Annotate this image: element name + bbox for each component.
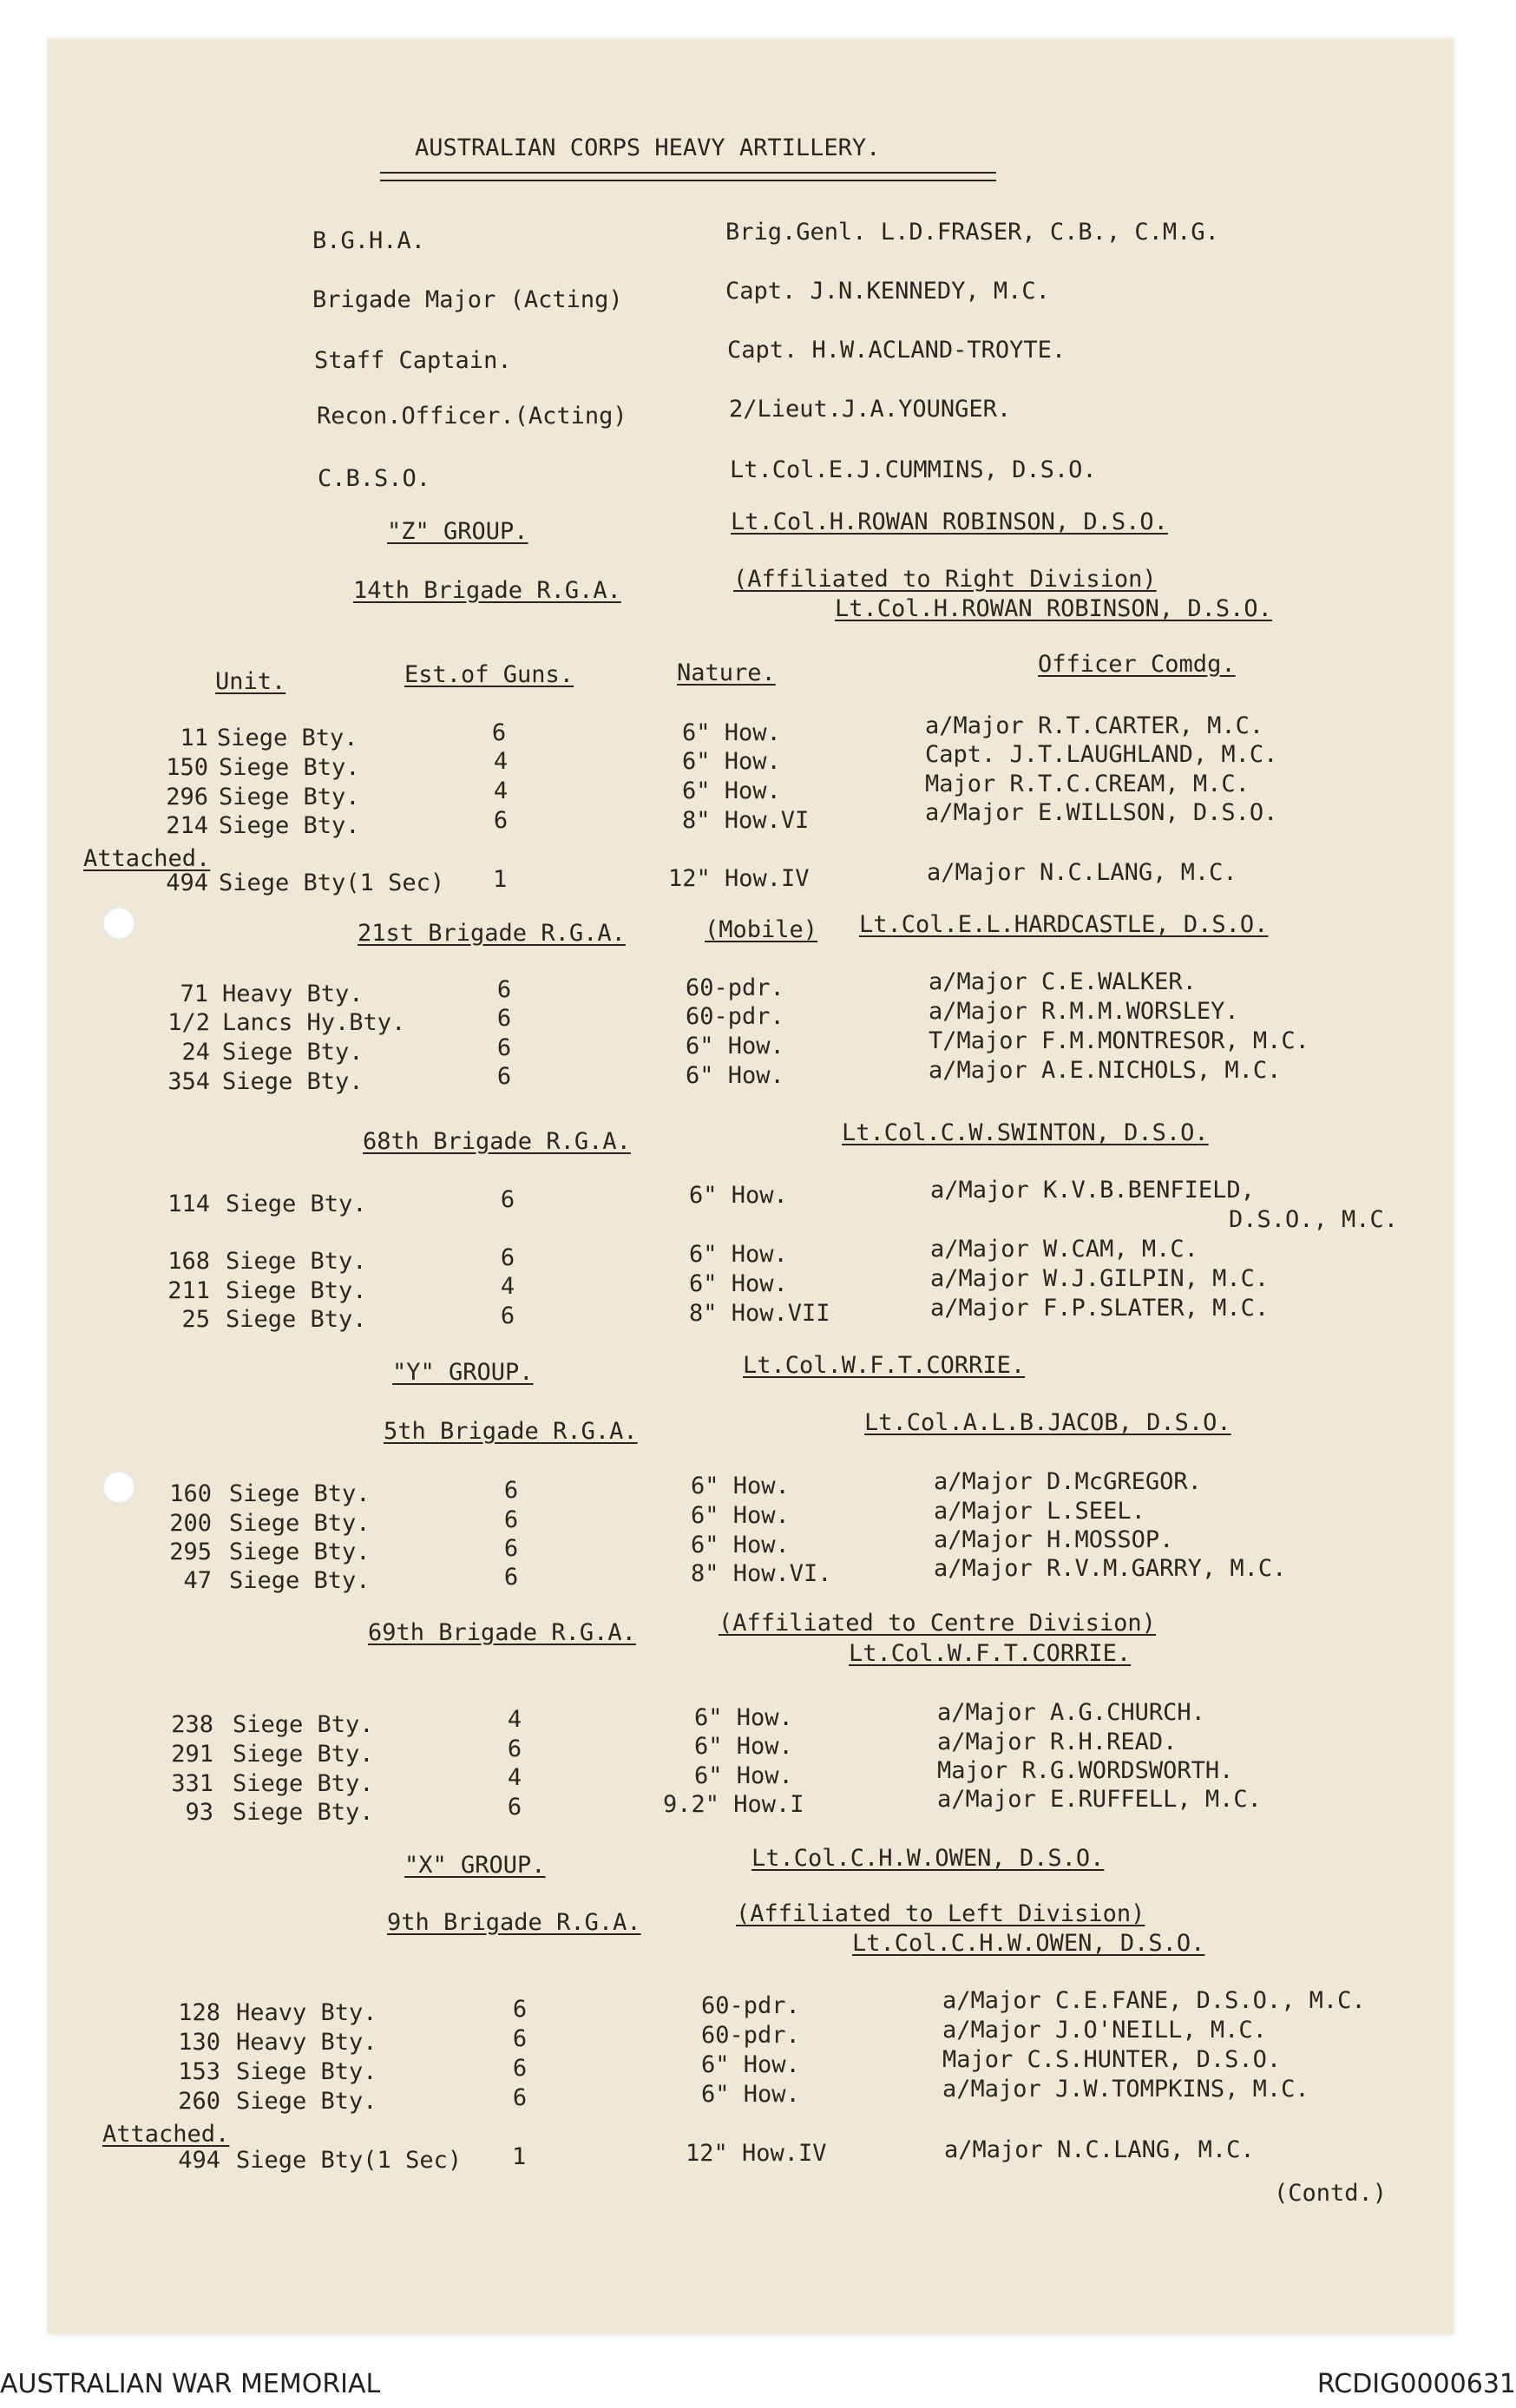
b14-row2-officer: Capt. J.T.LAUGHLAND, M.C. [925, 741, 1278, 768]
b69-row2-num: 291 [171, 1741, 213, 1768]
b9-row3-guns: 6 [512, 2055, 528, 2082]
b69-row4-num: 93 [185, 1799, 213, 1826]
b21-row2-officer: a/Major R.M.M.WORSLEY. [929, 998, 1239, 1025]
b21-row2-nature: 60-pdr. [686, 1003, 784, 1030]
b68-row2-nature: 6" How. [689, 1241, 788, 1268]
b14-row2-num: 150 [166, 754, 208, 781]
b5-row2-officer: a/Major L.SEEL. [934, 1498, 1145, 1525]
b5-row2-nature: 6" How. [691, 1502, 790, 1529]
b14-row4-type: Siege Bty. [219, 812, 360, 839]
b14-row4-guns: 6 [493, 807, 509, 834]
staff-post-recon-officer: Recon.Officer.(Acting) [317, 403, 627, 430]
b5-row1-type: Siege Bty. [229, 1480, 371, 1507]
b69-row1-num: 238 [171, 1711, 213, 1738]
b69-row3-num: 331 [171, 1770, 213, 1797]
b14-attached-type: Siege Bty(1 Sec) [219, 869, 445, 896]
b21-row2-num: 1/2 [167, 1009, 210, 1036]
b14-attached-guns: 1 [493, 866, 508, 893]
b9-row2-type: Heavy Bty. [236, 2029, 377, 2056]
b5-row3-officer: a/Major H.MOSSOP. [934, 1526, 1174, 1553]
b69-row4-nature: 9.2" How.I [663, 1791, 804, 1818]
b69-row1-type: Siege Bty. [233, 1711, 374, 1738]
b14-row4-officer: a/Major E.WILLSON, D.S.O. [925, 799, 1278, 826]
b68-name: 68th Brigade R.G.A. [363, 1128, 631, 1155]
b68-row1-officer-cont: D.S.O., M.C. [1229, 1206, 1399, 1233]
b14-row3-officer: Major R.T.C.CREAM, M.C. [925, 771, 1250, 797]
staff-name-brigade-major: Capt. J.N.KENNEDY, M.C. [725, 278, 1050, 305]
b14-attached-num: 494 [166, 869, 208, 896]
b68-row1-nature: 6" How. [689, 1182, 788, 1209]
b5-row4-nature: 8" How.VI. [691, 1560, 832, 1587]
b21-row4-guns: 6 [496, 1063, 512, 1090]
b69-row1-guns: 4 [507, 1706, 522, 1733]
b69-row2-guns: 6 [507, 1735, 522, 1762]
b21-row1-nature: 60-pdr. [686, 974, 784, 1001]
staff-name-recon-officer: 2/Lieut.J.A.YOUNGER. [729, 396, 1012, 423]
b9-row1-nature: 60-pdr. [701, 1992, 800, 2019]
b68-row3-guns: 4 [500, 1273, 515, 1300]
b68-row4-nature: 8" How.VII [689, 1300, 830, 1327]
b69-row2-officer: a/Major R.H.READ. [937, 1729, 1178, 1755]
b14-row4-nature: 8" How.VI [682, 807, 810, 834]
header-officer: Officer Comdg. [1038, 651, 1236, 678]
b9-row1-num: 128 [178, 1999, 220, 2026]
b9-row4-officer: a/Major J.W.TOMPKINS, M.C. [942, 2076, 1309, 2103]
b68-row1-num: 114 [167, 1191, 210, 1217]
x-group-commander: Lt.Col.C.H.W.OWEN, D.S.O. [751, 1845, 1105, 1872]
b9-row2-nature: 60-pdr. [701, 2022, 800, 2049]
b9-row1-officer: a/Major C.E.FANE, D.S.O., M.C. [942, 1987, 1366, 2014]
b9-attached-label: Attached. [102, 2121, 230, 2148]
b21-row3-nature: 6" How. [686, 1033, 784, 1060]
b9-attached-officer: a/Major N.C.LANG, M.C. [944, 2136, 1255, 2163]
b5-commander: Lt.Col.A.L.B.JACOB, D.S.O. [864, 1409, 1231, 1436]
archive-footer [0, 2359, 1516, 2408]
staff-post-bgha: B.G.H.A. [312, 227, 426, 254]
b68-row2-type: Siege Bty. [226, 1248, 367, 1275]
b69-row4-officer: a/Major E.RUFFELL, M.C. [937, 1786, 1262, 1813]
b14-attached-label: Attached. [83, 845, 211, 872]
b21-row3-type: Siege Bty. [222, 1039, 364, 1066]
b68-row4-num: 25 [181, 1306, 210, 1333]
b5-row1-nature: 6" How. [691, 1473, 790, 1499]
b5-row4-num: 47 [183, 1567, 212, 1594]
b9-row1-type: Heavy Bty. [236, 1999, 377, 2026]
b14-row2-nature: 6" How. [682, 748, 781, 775]
staff-post-brigade-major: Brigade Major (Acting) [312, 286, 623, 313]
b14-row3-type: Siege Bty. [219, 784, 360, 810]
y-group-label: "Y" GROUP. [392, 1359, 534, 1386]
b68-row4-type: Siege Bty. [226, 1306, 367, 1333]
b14-row2-type: Siege Bty. [219, 754, 360, 781]
footer-left-label: AUSTRALIAN WAR MEMORIAL [0, 2369, 381, 2399]
b69-row3-nature: 6" How. [694, 1762, 793, 1789]
b21-row3-num: 24 [181, 1039, 210, 1066]
b5-row3-num: 295 [169, 1539, 212, 1565]
b69-row3-type: Siege Bty. [233, 1770, 374, 1797]
b9-row2-guns: 6 [512, 2025, 528, 2052]
b69-name: 69th Brigade R.G.A. [368, 1619, 636, 1646]
b5-row1-officer: a/Major D.McGREGOR. [934, 1468, 1202, 1495]
b14-row3-num: 296 [166, 784, 208, 810]
b68-row1-guns: 6 [500, 1186, 515, 1213]
b14-name: 14th Brigade R.G.A. [353, 577, 621, 604]
b9-row3-nature: 6" How. [701, 2051, 800, 2078]
staff-name-bgha: Brig.Genl. L.D.FRASER, C.B., C.M.G. [725, 219, 1219, 246]
b69-row1-officer: a/Major A.G.CHURCH. [937, 1699, 1205, 1726]
b14-row3-guns: 4 [493, 778, 509, 804]
b9-attached-type: Siege Bty(1 Sec) [236, 2147, 463, 2174]
b68-row2-guns: 6 [500, 1244, 515, 1271]
b68-row1-officer: a/Major K.V.B.BENFIELD, [930, 1177, 1255, 1204]
b21-row1-officer: a/Major C.E.WALKER. [929, 968, 1197, 995]
b5-row1-guns: 6 [503, 1477, 519, 1504]
b68-row3-officer: a/Major W.J.GILPIN, M.C. [930, 1265, 1270, 1292]
b14-row2-guns: 4 [493, 748, 509, 775]
b68-row3-nature: 6" How. [689, 1270, 788, 1297]
b9-attached-num: 494 [178, 2147, 220, 2174]
b68-row4-guns: 6 [500, 1302, 515, 1329]
b69-row3-officer: Major R.G.WORDSWORTH. [937, 1757, 1234, 1784]
b5-row2-num: 200 [169, 1510, 212, 1537]
staff-name-staff-captain: Capt. H.W.ACLAND-TROYTE. [727, 337, 1066, 364]
b9-row4-type: Siege Bty. [236, 2088, 377, 2115]
b5-row3-guns: 6 [503, 1535, 519, 1562]
b69-row4-type: Siege Bty. [233, 1799, 374, 1826]
b21-row4-nature: 6" How. [686, 1062, 784, 1089]
b9-affiliation: (Affiliated to Left Division) [736, 1900, 1145, 1927]
x-group-label: "X" GROUP. [404, 1852, 546, 1879]
punch-hole-top [102, 907, 135, 940]
document-title: AUSTRALIAN CORPS HEAVY ARTILLERY. [415, 135, 881, 161]
header-unit: Unit. [215, 668, 286, 695]
b5-row3-nature: 6" How. [691, 1532, 790, 1558]
b68-row2-num: 168 [167, 1248, 210, 1275]
b68-commander: Lt.Col.C.W.SWINTON, D.S.O. [842, 1119, 1209, 1146]
b9-row2-officer: a/Major J.O'NEILL, M.C. [942, 2017, 1267, 2044]
b21-row3-officer: T/Major F.M.MONTRESOR, M.C. [929, 1027, 1309, 1054]
title-double-rule [380, 172, 996, 181]
b9-row3-num: 153 [178, 2058, 220, 2085]
b5-name: 5th Brigade R.G.A. [384, 1418, 638, 1445]
b5-row2-type: Siege Bty. [229, 1510, 371, 1537]
staff-post-cbso: C.B.S.O. [318, 465, 431, 492]
b21-row1-guns: 6 [496, 976, 512, 1003]
b9-row1-guns: 6 [512, 1996, 528, 2023]
b9-row3-officer: Major C.S.HUNTER, D.S.O. [942, 2046, 1282, 2073]
y-group-commander: Lt.Col.W.F.T.CORRIE. [743, 1352, 1026, 1379]
b68-row1-type: Siege Bty. [226, 1191, 367, 1217]
b69-affiliation: (Affiliated to Centre Division) [719, 1610, 1156, 1637]
b14-affiliation: (Affiliated to Right Division) [733, 566, 1157, 593]
b14-attached-officer: a/Major N.C.LANG, M.C. [927, 859, 1237, 886]
footer-right-label: RCDIG0000631 [1316, 2369, 1516, 2399]
b14-row4-num: 214 [166, 812, 208, 839]
b14-row1-type: Siege Bty. [217, 725, 358, 751]
b5-row4-type: Siege Bty. [229, 1567, 371, 1594]
b21-name: 21st Brigade R.G.A. [358, 920, 626, 947]
b21-row3-guns: 6 [496, 1034, 512, 1061]
b21-row4-officer: a/Major A.E.NICHOLS, M.C. [929, 1057, 1282, 1084]
b9-name: 9th Brigade R.G.A. [387, 1909, 641, 1936]
b14-row1-nature: 6" How. [682, 719, 781, 746]
b21-row1-type: Heavy Bty. [222, 981, 364, 1007]
b21-row2-type: Lancs Hy.Bty. [222, 1009, 406, 1036]
b21-row4-type: Siege Bty. [222, 1068, 364, 1095]
b14-row1-num: 11 [180, 725, 208, 751]
b21-row4-num: 354 [167, 1068, 210, 1095]
b21-commander: Lt.Col.E.L.HARDCASTLE, D.S.O. [859, 911, 1269, 938]
b9-row2-num: 130 [178, 2029, 220, 2056]
b9-row4-guns: 6 [512, 2084, 528, 2111]
b5-row2-guns: 6 [503, 1506, 519, 1533]
b21-row2-guns: 6 [496, 1005, 512, 1032]
b69-row2-type: Siege Bty. [233, 1741, 374, 1768]
b9-row4-nature: 6" How. [701, 2081, 800, 2108]
header-nature: Nature. [677, 659, 776, 686]
staff-post-staff-captain: Staff Captain. [314, 347, 512, 374]
b69-commander: Lt.Col.W.F.T.CORRIE. [849, 1640, 1132, 1667]
b5-row1-num: 160 [169, 1480, 212, 1507]
b14-row1-guns: 6 [491, 719, 507, 746]
b69-row2-nature: 6" How. [694, 1733, 793, 1760]
b68-row3-num: 211 [167, 1277, 210, 1304]
b14-attached-nature: 12" How.IV [668, 865, 810, 892]
b5-row4-guns: 6 [503, 1564, 519, 1591]
b14-row3-nature: 6" How. [682, 778, 781, 804]
b9-row3-type: Siege Bty. [236, 2058, 377, 2085]
staff-name-cbso: Lt.Col.E.J.CUMMINS, D.S.O. [730, 456, 1097, 483]
b9-attached-nature: 12" How.IV [686, 2140, 827, 2167]
z-group-label: "Z" GROUP. [387, 518, 528, 545]
b21-row1-num: 71 [180, 981, 208, 1007]
b68-row4-officer: a/Major F.P.SLATER, M.C. [930, 1295, 1270, 1322]
b69-row3-guns: 4 [507, 1764, 522, 1791]
header-guns: Est.of Guns. [404, 661, 574, 688]
b9-row4-num: 260 [178, 2088, 220, 2115]
b21-mobile: (Mobile) [705, 916, 818, 943]
z-group-commander: Lt.Col.H.ROWAN ROBINSON, D.S.O. [731, 509, 1168, 535]
b5-row4-officer: a/Major R.V.M.GARRY, M.C. [934, 1555, 1287, 1582]
b5-row3-type: Siege Bty. [229, 1539, 371, 1565]
b69-row4-guns: 6 [507, 1794, 522, 1821]
b14-row1-officer: a/Major R.T.CARTER, M.C. [925, 712, 1264, 739]
b68-row2-officer: a/Major W.CAM, M.C. [930, 1236, 1198, 1263]
b9-attached-guns: 1 [512, 2143, 527, 2170]
continued-note: (Contd.) [1274, 2180, 1388, 2207]
b68-row3-type: Siege Bty. [226, 1277, 367, 1304]
b69-row1-nature: 6" How. [694, 1704, 793, 1731]
b9-commander: Lt.Col.C.H.W.OWEN, D.S.O. [852, 1930, 1205, 1957]
b14-commander: Lt.Col.H.ROWAN ROBINSON, D.S.O. [835, 595, 1272, 622]
